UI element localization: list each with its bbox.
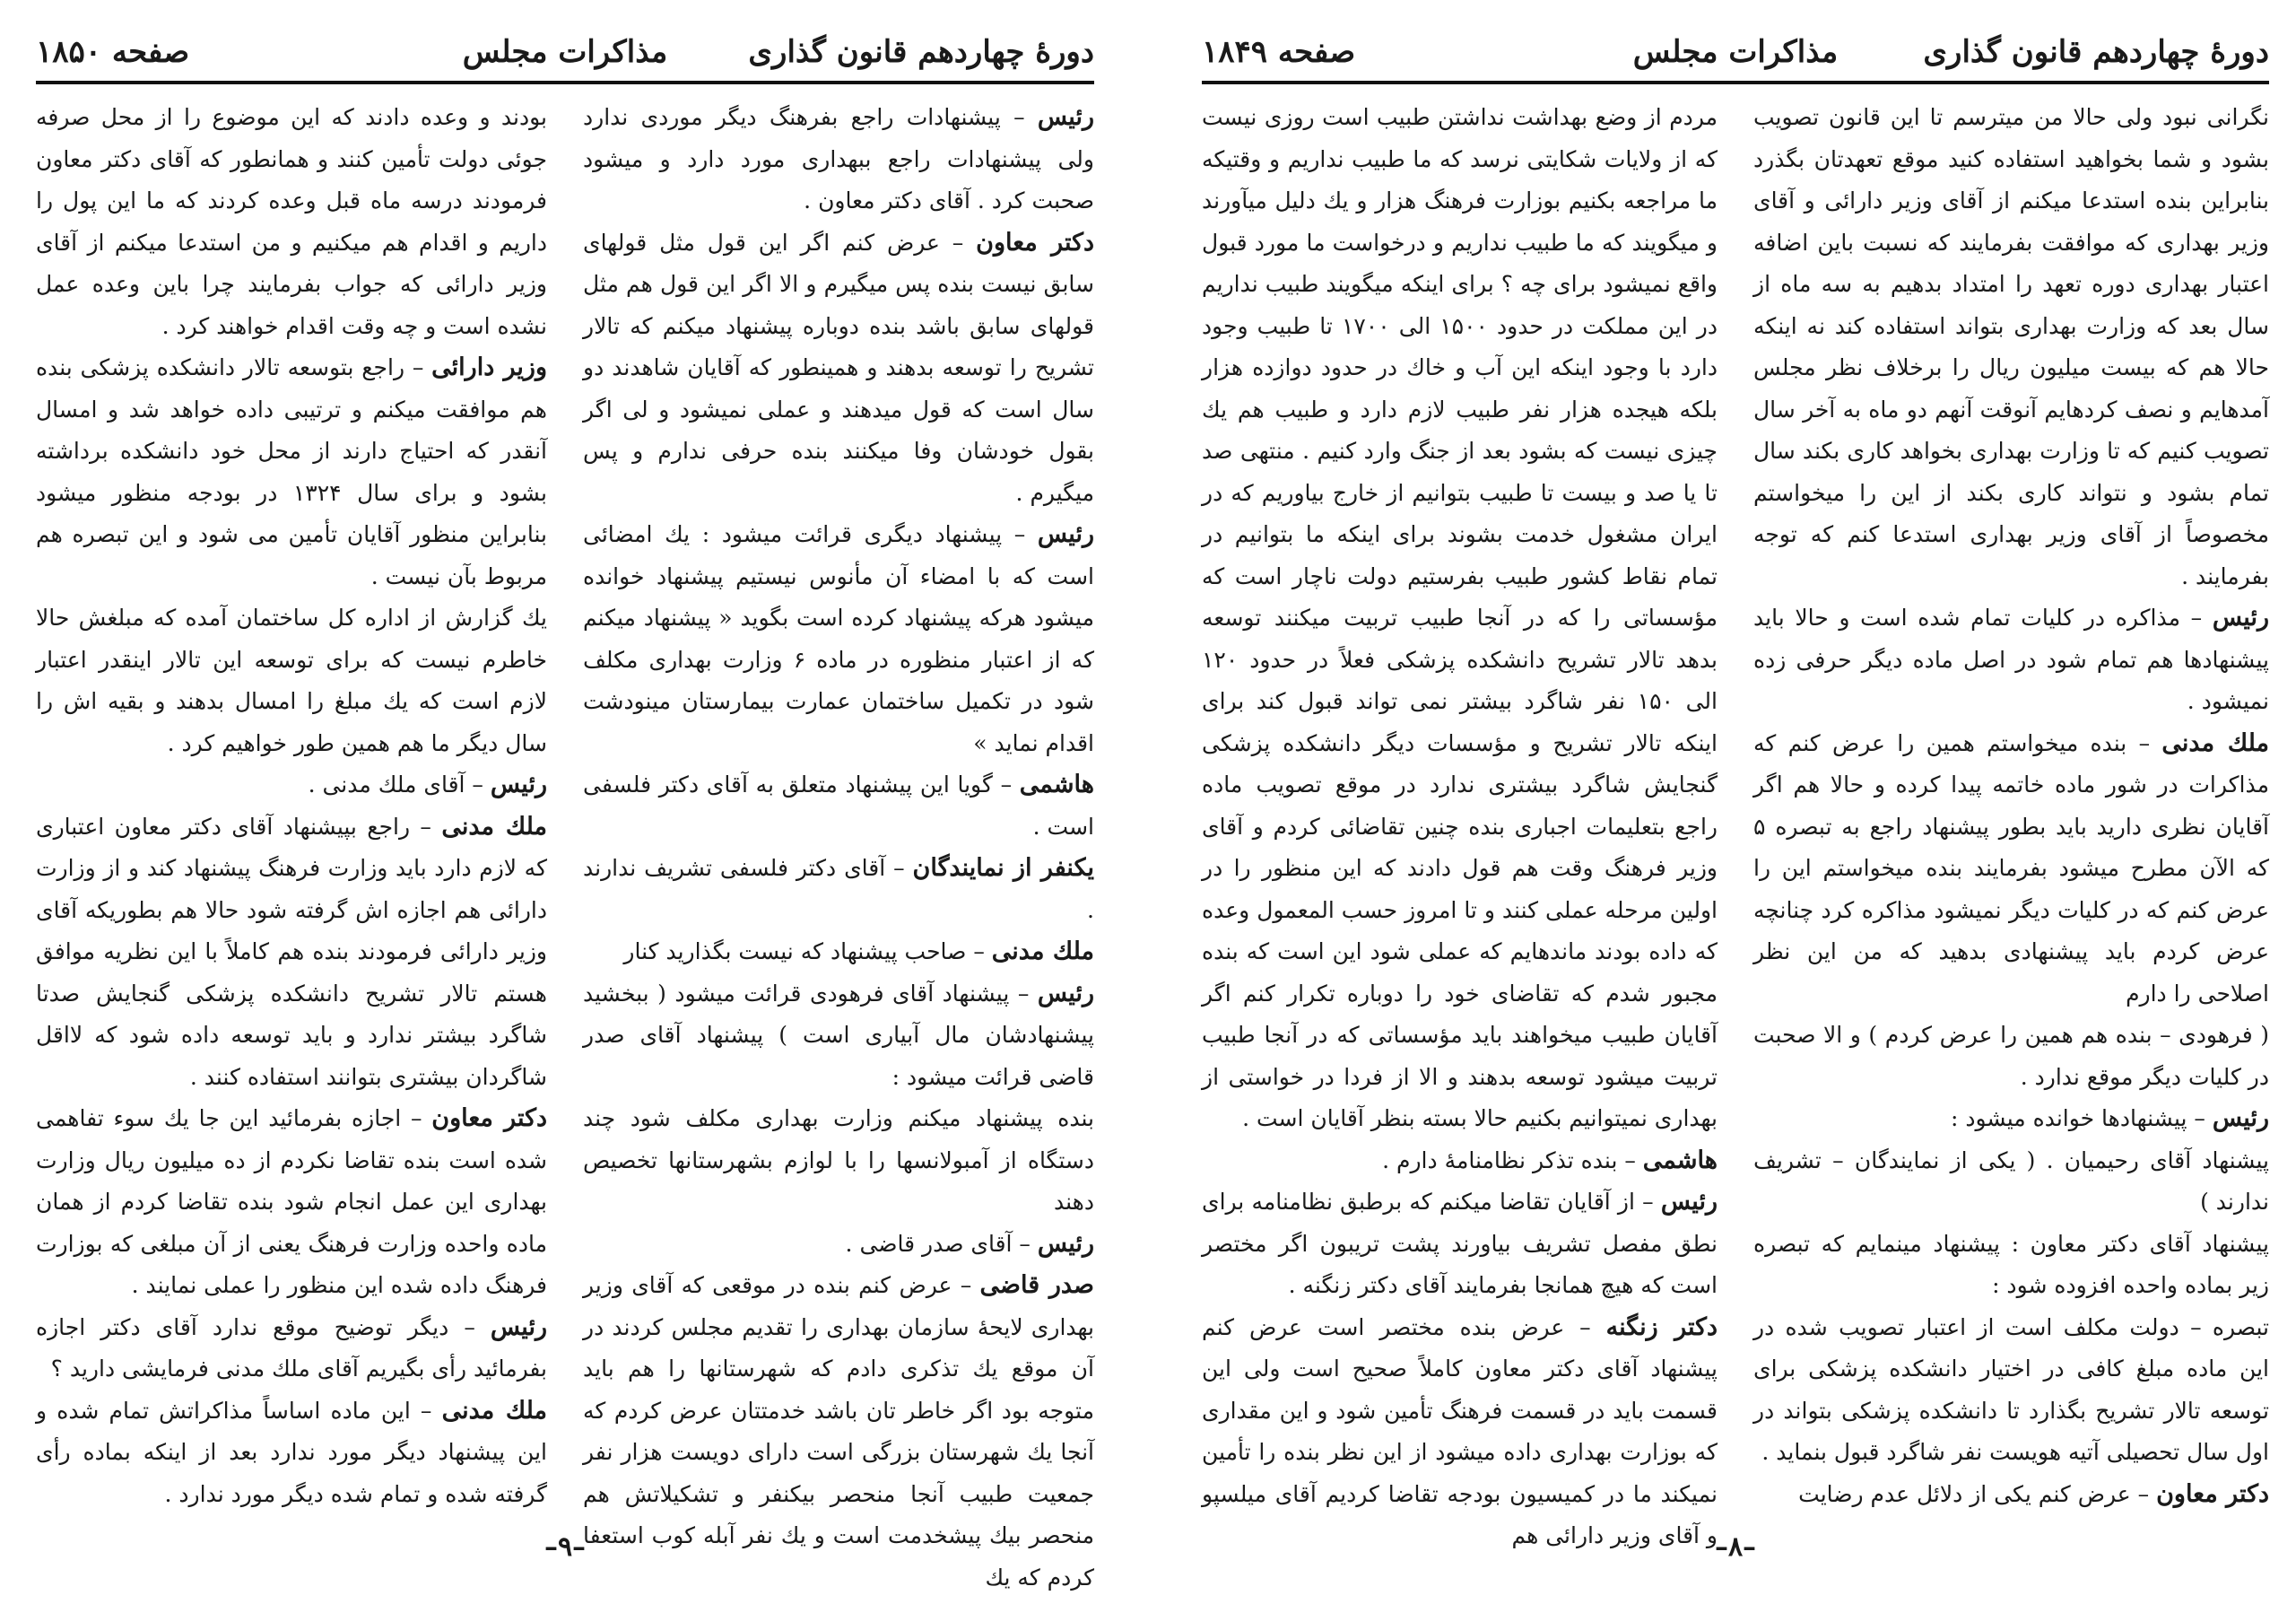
speech-text: – عرض کنم بنده در موقعی که آقای وزیر بهداری لایحهٔ سازمان بهداری را تقدیم مجلس کردند در آن موقع یك تذکری دادم که شهرستانها را هم باید متوجه بود اگر خاطر تان باشد خدمتتان عرض کردم که آنجا یك شهرستان بزرگی است دارای دویست هزار نفر جمعیت طبیب آنجا منحصر بیکنفر و تشکیلاتش هم منحصر بیك پیشخدمت است و یك نفر آبله کوب استعفا کردم که یك [583, 1272, 1094, 1591]
debate-paragraph [36, 806, 547, 1099]
speech-text: – راجع بپیشنهاد آقای دکتر معاون اعتباری که لازم دارد باید وزارت فرهنگ پیشنهاد کند و از وزارت دارائی هم اجازه اش گرفته شود حالا هم بطوریکه آقای وزیر دارائی فرمودند بنده هم کاملاً با این نظریه موافق هستم تالار تشریح دانشکده پزشکی گنجایش صدتا شاگرد بیشتر ندارد و باید توسعه داده شود که لااقل شاگردان بیشتری بتوانند استفاده کنند . [36, 813, 547, 1090]
speech-text: یك گزارش از اداره کل ساختمان آمده که مبلغش حالا خاطرم نیست که برای توسعه این تالار اینقدر اعتبار لازم است که یك مبلغ را امسال بدهند و بقیه اش را سال دیگر ما هم همین طور خواهیم کرد . [36, 605, 547, 756]
speech-text: – پیشنهاد دیگری قرائت میشود : یك امضائی است که با امضاء آن مأنوس نیستیم پیشنهاد خوانده میشود هرکه پیشنهاد کرده است بگوید « پیشنهاد میکنم که از اعتبار منظوره در ماده ۶ وزارت بهداری مکلف شود در تکمیل ساختمان عمارت بیمارستان مینودشت اقدام نماید » [583, 521, 1094, 756]
speaker-name: وزیر دارائی [431, 353, 547, 381]
speech-text: – راجع بتوسعه تالار دانشکده پزشکی بنده هم موافقت میکنم و ترتیبی داده خواهد شد و امسال آنقدر که احتیاج دارند از محل خود دانشکده برداشته بشود و برای سال ۱۳۲۴ در بودجه منظور میشود بنابراین منظور آقایان تأمین می شود و این تبصره هم مربوط بآن نیست . [36, 354, 547, 589]
debate-paragraph [583, 1224, 1094, 1266]
debate-paragraph [1753, 1098, 2269, 1140]
debate-paragraph [36, 97, 547, 347]
page-footer-number: –۸– [1714, 1531, 1757, 1563]
debate-paragraph [583, 764, 1094, 848]
speech-text: – گویا این پیشنهاد متعلق به آقای دکتر فلسفی است . [583, 771, 1094, 840]
header-rule [36, 81, 1094, 84]
debate-paragraph [1753, 1307, 2269, 1474]
debate-paragraph [1753, 1474, 2269, 1516]
text-column-right [583, 97, 1095, 1591]
right-page-header [1202, 34, 2269, 88]
header-page-number: صفحه ۱۸۴۹ [1202, 34, 1356, 70]
speech-text: – آقای دکتر فلسفی تشریف ندارند . [583, 855, 1094, 923]
debate-paragraph [1753, 597, 2269, 723]
speech-text: – مذاکره در کلیات تمام شده است و حالا باید پیشنهادها هم تمام شود در اصل ماده دیگر حرفی زده نمیشود . [1753, 605, 2269, 714]
speaker-name: ملك مدنی [441, 1396, 547, 1425]
text-column-left [36, 97, 547, 1507]
header-rule [1202, 81, 2269, 84]
speech-text: – بنده تذکر نظامنامهٔ دارم . [1382, 1146, 1643, 1173]
speech-text: پیشنهاد آقای رحیمیان . ( یکی از نمایندگان – تشریف ندارند ) [1753, 1146, 2269, 1215]
speaker-name: رئیس [1037, 520, 1094, 548]
debate-paragraph [1202, 1140, 1718, 1182]
header-series-title: دورهٔ چهاردهم قانون گذاری [748, 34, 1094, 70]
debate-paragraph [1753, 1140, 2269, 1224]
debate-paragraph [36, 1307, 547, 1390]
speaker-name: رئیس [490, 771, 547, 798]
speech-text: – آقای ملك مدنی . [308, 771, 491, 798]
speech-text: بودند و وعده دادند که این موضوع را از محل صرفه جوئی دولت تأمین کنند و همانطور که آقای دکتر معاون فرمودند درسه ماه قبل وعده کردند که ما این پول را داریم و اقدام هم میکنیم و من استدعا میکنم از آقای وزیر دارائی که جواب بفرمایند چرا باین وعده عمل نشده است و چه وقت اقدام خواهند کرد . [36, 104, 547, 339]
speech-text: بنده پیشنهاد میکنم وزارت بهداری مکلف شود چند دستگاه از آمبولانسها را با لوازم بشهرستانها تخصیص دهند [583, 1105, 1094, 1215]
debate-paragraph [1202, 97, 1718, 1140]
speaker-name: صدر قاضی [979, 1271, 1094, 1299]
speaker-name: دکتر زنگنه [1605, 1312, 1718, 1341]
speaker-name: رئیس [1037, 979, 1094, 1007]
speech-text: – این ماده اساساً مذاکراتش تمام شده و این پیشنهاد دیگر مورد ندارد بعد از اینکه بماده رأی گرفته شده و تمام شده دیگر مورد ندارد . [36, 1397, 547, 1507]
speaker-name: رئیس [490, 1312, 547, 1341]
speech-text: – از آقایان تقاضا میکنم که برطبق نظامنامه برای نطق مفصل تشریف بیاورند پشت تریبون اگر مختصر است که هیچ همانجا بفرمایند آقای دکتر زنگنه . [1202, 1189, 1718, 1298]
speaker-name: دکتر معاون [2156, 1479, 2269, 1508]
speech-text: – صاحب پیشنهاد که نیست بگذارید کنار [623, 938, 992, 964]
speaker-name: دکتر معاون [976, 228, 1095, 257]
debate-paragraph [36, 1390, 547, 1516]
page-footer-number: –۹– [544, 1531, 587, 1563]
speaker-name: رئیس [2212, 604, 2269, 632]
debate-paragraph [583, 97, 1094, 222]
speech-text: – اجازه بفرمائید این جا یك سوء تفاهمی شده است بنده تقاضا نکردم از ده میلیون ریال وزارت بهداری این عمل انجام شود بنده تقاضا کردم از همان ماده واحده وزارت فرهنگ یعنی از آن مبلغی که بوزارت فرهنگ داده شده این منظور را عملی نمایند . [36, 1105, 547, 1298]
speaker-name: ملك مدنی [991, 937, 1094, 965]
speech-text: – پیشنهادات راجع بفرهنگ دیگر موردی ندارد ولی پیشنهادات راجع ببهداری مورد دارد و میشود صحبت کرد . آقای دکتر معاون . [583, 104, 1094, 214]
speech-text: – عرض کنم یکی از دلائل عدم رضایت [1798, 1480, 2157, 1507]
speech-text: پیشنهاد آقای دکتر معاون : پیشنهاد مینمایم که تبصره زیر بماده واحده افزوده شود : [1753, 1230, 2269, 1298]
right-page-columns [1202, 97, 2269, 1548]
speech-text: – آقای صدر قاضی . [845, 1230, 1038, 1257]
speech-text: تبصره – دولت مکلف است از اعتبار تصویب شده در این ماده مبلغ کافی در اختیار دانشکده پزشکی برای توسعه تالار تشریح بگذارد تا دانشکده پزشکی بتواند در اول سال تحصیلی آتیه هویست نفر شاگرد قبول بنماید . [1753, 1313, 2269, 1465]
debate-paragraph [583, 1098, 1094, 1224]
speech-text: مردم از وضع بهداشت نداشتن طبیب است روزی نیست که از ولایات شکایتی نرسد که ما طبیب نداریم و وقتیکه ما مراجعه بکنیم بوزارت فرهنگ هزار و یك دلیل میآورند و میگویند که ما طبیب نداریم و درخواست ما مورد قبول واقع نمیشود برای چه ؟ برای اینکه میگویند طبیب نداریم در این مملکت در حدود ۱۵۰۰ الی ۱۷۰۰ تا طبیب وجود دارد با وجود اینکه این آب و خاك در حدود دوازده هزار بلکه هیجده هزار نفر طبیب لازم دارد و طبیب هم یك چیزی نیست که بشود بعد از جنگ وارد کنیم . منتهی صد تا یا صد و بیست تا طبیب بتوانیم از خارج بیاوریم که در ایران مشغول خدمت بشوند برای اینکه ما بتوانیم در تمام نقاط کشور طبیب بفرستیم دولت ناچار است که مؤسساتی را که در آنجا طبیب تربیت میکنند توسعه بدهد تالار تشریح دانشکده پزشکی فعلاً در حدود ۱۲۰ الی ۱۵۰ نفر شاگرد بیشتر نمی تواند قبول کند برای اینکه تالار تشریح و مؤسسات دیگر دانشکده پزشکی گنجایش شاگرد بیشتری ندارد در موقع تصویب ماده راجع بتعلیمات اجباری بنده چنین تقاضائی کردم و آقای وزیر فرهنگ وقت هم قول دادند که این منظور را در اولین مرحله عملی کنند و تا امروز حسب المعمول وعده که داده بودند ماندهایم که عملی شود این است که بنده مجبور شدم که تقاضای خود را دوباره تکرار کنم اگر آقایان طبیب میخواهند باید مؤسساتی که در آنجا طبیب تربیت میشود توسعه بدهند و الا از فردا در خواستی از بهداری نمیتوانیم بکنیم حالا بسته بنظر آقایان است . [1202, 104, 1718, 1131]
debate-paragraph [36, 597, 547, 764]
header-series-title: دورهٔ چهاردهم قانون گذاری [1923, 34, 2269, 70]
speech-text: نگرانی نبود ولی حالا من میترسم تا این قانون تصویب بشود و شما بخواهید استفاده کنید موقع تعهدتان بگذرد بنابراین بنده استدعا میکنم از آقای وزیر دارائی و آقای وزیر بهداری که موافقت بفرمایند که نسبت باین اضافه اعتبار بهداری دوره تعهد را امتداد بدهیم به سه ماه از سال بعد که وزارت بهداری بتواند استفاده کند نه اینکه حالا هم که بیست میلیون ریال را برخلاف نظر مجلس آمدهایم و نصف کردهایم آنوقت آنهم دو ماه به آخر سال تصویب کنیم که تا وزارت بهداری بخواهد کاری بکند سال تمام بشود و نتواند کاری بکند از این را میخواستم مخصوصاً از آقای وزیر بهداری استدعا کنم که توجه بفرمایند . [1753, 104, 2269, 589]
speaker-name: یکنفر از نمایندگان [912, 854, 1095, 882]
debate-paragraph [1202, 1307, 1718, 1557]
debate-paragraph [1753, 1224, 2269, 1307]
right-page [1202, 0, 2269, 1604]
debate-paragraph [583, 931, 1094, 973]
header-page-number: صفحه ۱۸۵۰ [36, 34, 190, 70]
left-page-header [36, 34, 1094, 88]
left-page [36, 0, 1094, 1604]
speaker-name: رئیس [1037, 1229, 1094, 1258]
debate-paragraph [1753, 1015, 2269, 1098]
speaker-name: رئیس [2212, 1104, 2269, 1132]
speech-text: – عرض بنده مختصر است عرض کنم پیشنهاد آقای دکتر معاون کاملاً صحیح است ولی این قسمت باید در قسمت فرهنگ تأمین شود و این مقداری که بوزارت بهداری داده میشود از این نظر بنده را تأمین نمیکند ما در کمیسیون بودجه تقاضا کردیم آقای میلسپو و آقای وزیر دارائی هم [1202, 1313, 1718, 1548]
debate-paragraph [583, 973, 1094, 1099]
header-publication-title: مذاکرات مجلس [462, 34, 668, 70]
debate-paragraph [1753, 97, 2269, 597]
debate-paragraph [36, 1098, 547, 1307]
speaker-name: دکتر معاون [431, 1104, 547, 1132]
speaker-name: هاشمی [1019, 771, 1094, 798]
debate-paragraph [583, 848, 1094, 931]
left-page-columns [36, 97, 1095, 1591]
speech-text: – بنده میخواستم همین را عرض کنم که مذاکرات در شور ماده خاتمه پیدا کرده و حالا هم اگر آقایان نظری دارید باید بطور پیشنهاد راجع به تبصره ۵ که الآن مطرح میشود بفرمایند بنده میخواستم این را عرض کنم که در کلیات دیگر نمیشود مذاکره کرد چنانچه عرض کردم باید پیشنهادی بدهید که من این نظر اصلاحی را دارم [1753, 729, 2269, 1007]
debate-paragraph [1753, 723, 2269, 1016]
speaker-name: رئیس [1037, 103, 1094, 131]
speech-text: – پیشنهاد آقای فرهودی قرائت میشود ( ببخشید پیشنهادشان مال آبیاری است ) پیشنهاد آقای صدر قاضی قرائت میشود : [583, 980, 1094, 1090]
speech-text: ( فرهودی – بنده هم همین را عرض کردم ) و الا صحبت در کلیات دیگر موقع ندارد . [1753, 1022, 2269, 1090]
speaker-name: هاشمی [1642, 1146, 1718, 1174]
debate-paragraph [583, 222, 1094, 515]
debate-paragraph [583, 514, 1094, 764]
text-column-left [1202, 97, 1718, 1548]
debate-paragraph [1202, 1181, 1718, 1307]
text-column-right [1753, 97, 2269, 1508]
speaker-name: رئیس [1660, 1188, 1718, 1216]
header-publication-title: مذاکرات مجلس [1632, 34, 1839, 70]
debate-paragraph [36, 347, 547, 597]
speaker-name: ملك مدنی [441, 812, 547, 841]
speech-text: – عرض کنم اگر این قول مثل قولهای سابق نیست بنده پس میگیرم و الا اگر این قول هم مثل قولهای سابق باشد بنده دوباره پیشنهاد میکنم که تالار تشریح را توسعه بدهند و همینطور که آقایان شاهدند دو سال است که قول میدهند و عملی نمیشود و لی اگر بقول خودشان وفا میکنند بنده حرفی ندارم و پس میگیرم . [583, 229, 1094, 506]
debate-paragraph [36, 764, 547, 806]
speech-text: – دیگر توضیح موقع ندارد آقای دکتر اجازه بفرمائید رأی بگیریم آقای ملك مدنی فرمایشی دارید ؟ [36, 1313, 547, 1382]
speaker-name: ملك مدنی [2161, 728, 2269, 757]
speech-text: – پیشنهادها خوانده میشود : [1951, 1105, 2213, 1131]
